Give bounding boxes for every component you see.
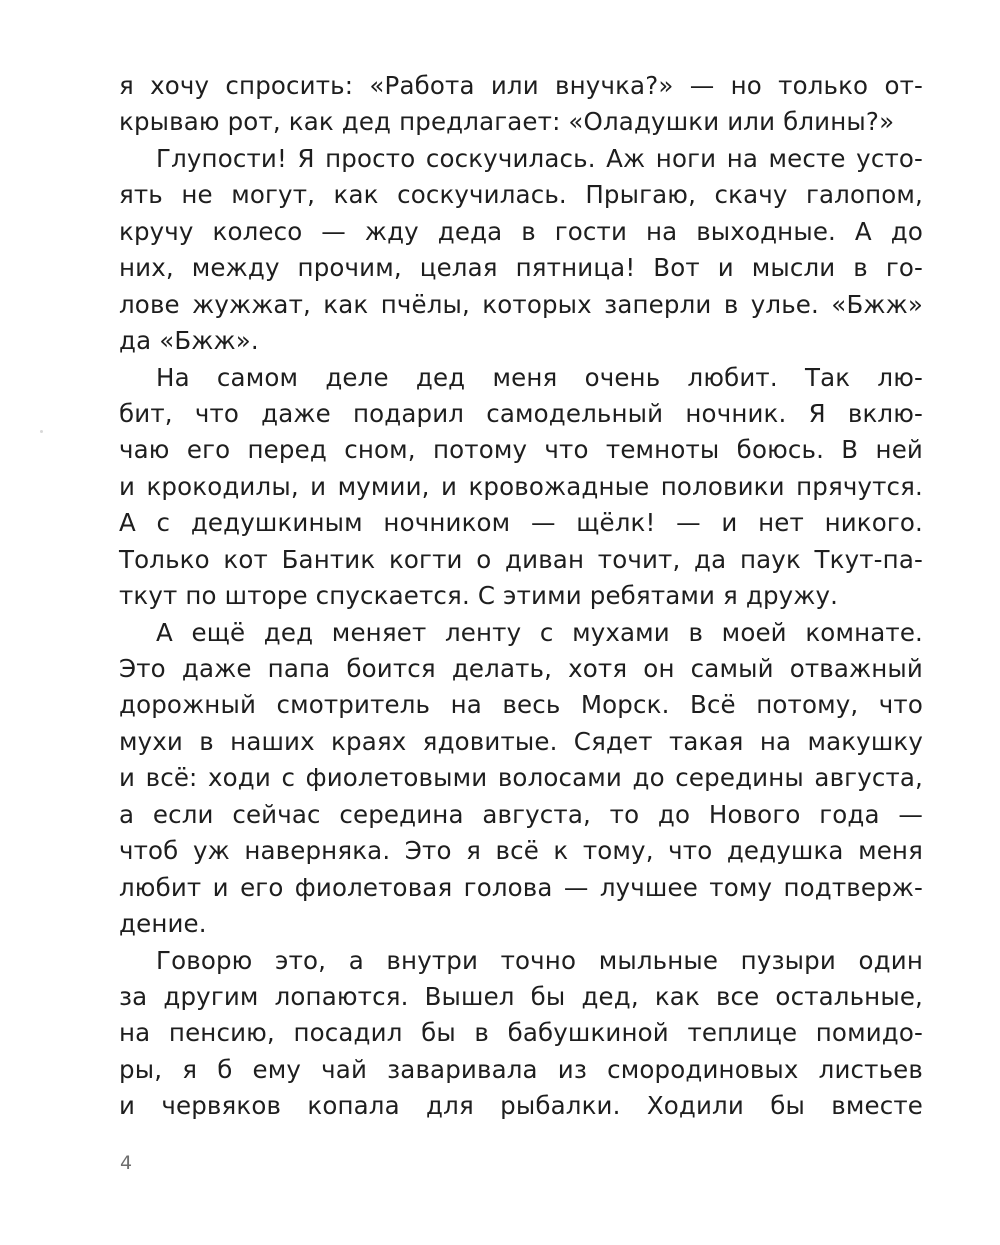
paragraph-first-line: Говорю это, а внутри точно мыльные пузыри один [156, 945, 923, 975]
text-line: Только кот Бантик когти о диван точит, да паук Ткут-па- [119, 544, 923, 574]
text-line: ять не могут, как соскучилась. Прыгаю, скачу галопом, [119, 180, 923, 210]
text-line: за другим лопаются. Вышел бы дед, как все остальные, [119, 981, 923, 1011]
text-line: и крокодилы, и мумии, и кровожадные половики прячутся. [119, 471, 923, 501]
text-line: любит и его фиолетовая голова — лучшее тому подтверж- [119, 872, 923, 902]
text-line: них, между прочим, целая пятница! Вот и мысли в го- [119, 253, 923, 283]
text-line: Это даже папа боится делать, хотя он самый отважный [119, 654, 923, 683]
text-line: крываю рот, как дед предлагает: «Оладушки или блины?» [119, 107, 895, 137]
text-line: бит, что даже подарил самодельный ночник. Я вклю- [119, 398, 923, 428]
paragraph-first-line: А ещё дед меняет ленту с мухами в моей комнате. [156, 617, 923, 647]
text-line: дение. [119, 909, 207, 939]
text-line: и червяков копала для рыбалки. Ходили бы вместе [119, 1091, 923, 1121]
paragraph-first-line: На самом деле дед меня очень любит. Так лю- [156, 362, 923, 392]
text-line: да «Бжж». [119, 326, 259, 356]
text-line: ры, я б ему чай заваривала из смородиновых листьев [119, 1054, 923, 1084]
text-line: а если сейчас середина августа, то до Нового года — [119, 799, 923, 829]
text-line: лове жужжат, как пчёлы, которых заперли в улье. «Бжж» [119, 289, 923, 319]
text-line: А с дедушкиным ночником — щёлк! — и нет никого. [119, 508, 923, 538]
text-line: ткут по шторе спускается. С этими ребятами я дружу. [119, 581, 839, 611]
text-line: кручу колесо — жду деда в гости на выходные. А до [119, 216, 923, 246]
text-line: на пенсию, посадил бы в бабушкиной теплице помидо- [119, 1018, 923, 1048]
margin-dot [40, 430, 43, 433]
page-number: 4 [120, 1152, 133, 1174]
paragraph-first-line: Глупости! Я просто соскучилась. Аж ноги на месте усто- [156, 143, 923, 173]
text-line: дорожный смотритель на весь Морск. Всё потому, что [119, 690, 923, 720]
text-line: чтоб уж наверняка. Это я всё к тому, что дедушка меня [119, 836, 923, 866]
text-line: чаю его перед сном, потому что темноты боюсь. В ней [119, 435, 923, 465]
body-text [119, 68, 923, 1125]
text-line: я хочу спросить: «Работа или внучка?» — но только от- [119, 71, 923, 100]
text-line: мухи в наших краях ядовитые. Сядет такая на макушку [119, 726, 923, 756]
text-line: и всё: ходи с фиолетовыми волосами до середины августа, [119, 763, 923, 793]
